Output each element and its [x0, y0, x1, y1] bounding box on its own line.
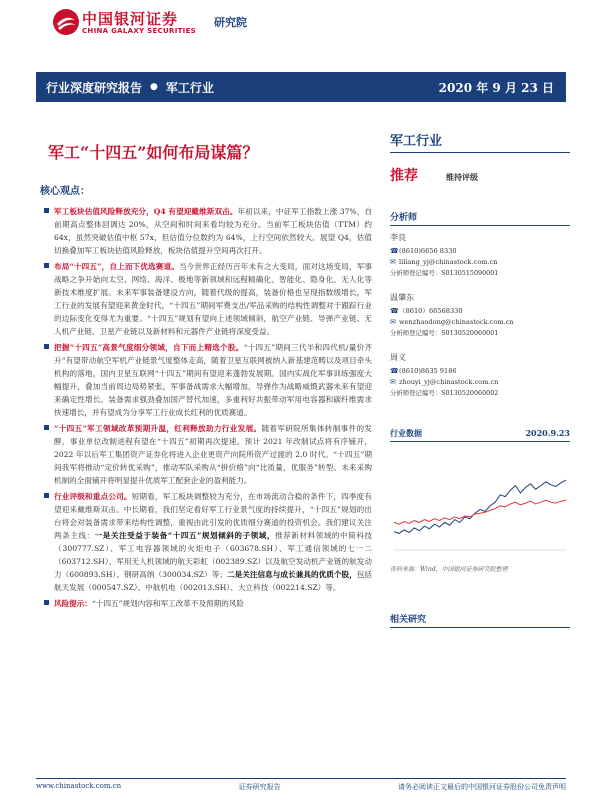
- key-point-paragraph: [44, 490, 372, 594]
- analyst-name: 周义: [390, 353, 406, 362]
- analyst-phone-line: [390, 246, 570, 257]
- rating-note: 维持评级: [446, 172, 478, 182]
- analyst-card: [390, 292, 570, 338]
- footer-center: 证券研究报告: [238, 783, 281, 791]
- chart-series-line-0: [394, 480, 566, 533]
- paragraph-text: 当今世界正经历百年未有之大变局，面对这场变局，军事战略之争开始向太空、网络、海洋、极地等新领域和远程精确化、智能化、隐身化、无人化等新技术维度扩展。未来军事装备建设方向，随着代级的提高，装备价格也呈现指数级增长，军工行业的发展有望迎来黄金时代，“十四五”期间军费支出/军品采购的结构性调整对于跟踪行业的边际变化变得尤为重要。“十四五”规划有望向上述领域倾斜，航空产业链、导弹产业链、无人机产业链、卫星产业链以及新材料和元器件产业链将深度受益。: [54, 262, 373, 336]
- paragraph-highlight: 军工板块估值风险释放充分，Q4 有望迎戴维斯双击。: [54, 207, 238, 216]
- analyst-phone-line: [390, 306, 570, 317]
- report-banner: [36, 72, 566, 102]
- paragraph-bold: 一是关注受益于装备“十四五”规划倾斜的子领域，: [94, 531, 276, 540]
- square-bullet-icon: [44, 344, 49, 349]
- market-data-date: 2020.9.23: [525, 428, 570, 438]
- analyst-card: [390, 232, 570, 278]
- email-icon: ✉: [390, 318, 396, 326]
- square-bullet-icon: [44, 493, 49, 498]
- rating-row: [390, 165, 570, 185]
- brand-name-en: CHINA GALAXY SECURITIES: [82, 27, 196, 35]
- rating-value: 推荐: [390, 168, 418, 184]
- analyst-registration: 分析师登记编号：S0130520060002: [390, 389, 499, 397]
- analyst-email[interactable]: liliang_yj@chinastock.com.cn: [399, 258, 498, 266]
- chart-series-line-1: [394, 500, 566, 524]
- paragraph-text: 随着军研院所集体转制事件的发酵，事业单位改制进程有望在“十四五”初期再次提速。预计 2021 年改制试点将有序铺开，2022 年以后军工集团资产证券化将进入企业更资产向院所资产过渡的 2.0 时代。“十四五”期间我军将推动“定价转优采购”，推动军队采购从“拼价格”向“比质量，优服务”转型。未来采购机制的全面铺开将明显提升优质军工配套企业的盈利能力。: [54, 424, 373, 485]
- square-bullet-icon: [44, 425, 49, 430]
- page-footer: [36, 782, 566, 792]
- paragraph-highlight: 风险提示：: [54, 599, 92, 608]
- brand-name-cn: 中国银河证券: [82, 10, 179, 28]
- phone-icon: ☎: [390, 247, 399, 255]
- footer-disclaimer: 请务必阅读正文最后的中国银河证券股份公司免责声明: [398, 783, 566, 791]
- banner-industry: 军工行业: [165, 80, 214, 95]
- square-bullet-icon: [44, 600, 49, 605]
- paragraph-bold: 二是关注信息与成长兼具的优质个股，: [226, 570, 357, 579]
- analysts-title: 分析师: [390, 213, 418, 223]
- paragraph-text: “十四五”规划内容和军工改革不及预期的风险: [91, 599, 245, 608]
- report-type: 行业深度研究报告: [46, 80, 143, 95]
- analyst-email-line: [390, 377, 570, 388]
- key-points-label: 核心观点：: [40, 186, 90, 197]
- paragraph-highlight: 布局“十四五”，自上而下优选赛道。: [54, 262, 179, 271]
- analyst-email-line: [390, 257, 570, 268]
- paragraph-text: 包括航天发展（000547.SZ）、中航机电（002013.SH）、大立科技（002214.SZ）等。: [54, 570, 372, 592]
- divider: [390, 225, 570, 226]
- key-point-paragraph: [44, 597, 372, 610]
- paragraph-text: 短期看，军工板块调整较为充分，在市场流动合稳的条件下，四季度有望迎来戴维斯双击。中长期看，我们坚定看好军工行业景气度的持续提升，“十四五”规划的出台将会对装备需求带来结构性调整，重视由此引发的优质细分赛道的投资机会。我们建议关注两条主线：: [54, 492, 373, 540]
- paragraph-highlight: “十四五”军工领域改革预期升温，红利释放助力行业发展。: [54, 424, 262, 433]
- industry-index-chart: [390, 452, 570, 556]
- analyst-email[interactable]: zhouyi_yj@chinastock.com.cn: [399, 378, 499, 386]
- report-header: [0, 0, 600, 48]
- analyst-phone: (8610)8635 9186: [399, 367, 457, 375]
- paragraph-highlight: 把握“十四五”高景气度细分领域，自下而上精选个股。: [54, 343, 244, 352]
- research-institute-label: 研究院: [214, 16, 247, 29]
- divider: [390, 441, 570, 442]
- analyst-phone-line: [390, 366, 570, 377]
- analyst-phone: (8610)6656 8330: [399, 247, 457, 255]
- analyst-section: [390, 210, 570, 412]
- market-data-section: [390, 428, 570, 573]
- key-point-paragraph: [44, 422, 372, 487]
- email-icon: ✉: [390, 258, 396, 266]
- analyst-name: 温肇东: [390, 293, 414, 302]
- analyst-email-line: [390, 317, 570, 328]
- footer-url[interactable]: www.chinastock.com.cn: [36, 782, 122, 790]
- divider: [390, 152, 570, 153]
- key-point-paragraph: [44, 341, 372, 419]
- galaxy-logo-icon: [52, 8, 80, 36]
- paragraph-highlight: 行业评级和重点公司。: [54, 492, 132, 501]
- analyst-registration: 分析师登记编号：S0130515090001: [390, 269, 499, 277]
- report-date: 2020 年 9 月 23 日: [438, 80, 554, 95]
- analyst-card: [390, 352, 570, 398]
- rating-panel: [390, 130, 570, 185]
- key-points-body: [44, 205, 372, 613]
- phone-icon: ☎: [390, 307, 399, 315]
- analyst-email[interactable]: wenzhaodong@chinastock.com.cn: [399, 318, 514, 326]
- paragraph-text: 推荐新材料领域的中简科技（300777.SZ）、军工电容器领域的火炬电子（603678.SH）、军工通信领域的七一二（603712.SH）、军用无人机领域的航天彩虹（002389.SZ）以及航空发动机产业链的航发动力（600893.SH）、钢研高纳（300034.SZ）等；: [54, 531, 373, 579]
- related-research-section: [390, 612, 570, 634]
- paragraph-text: “十四五”期间三代半和四代机/量价齐升“有望带动航空军机产业链景气度整体走高，随着卫星互联网被纳入新基建范畴以及项目牵头机构的落地，国内卫星互联网“十四五”期间有望迎来蓬勃发展期。国内实战化军事训练强度大幅提升，叠加当前周边局势紧张，军事备战需求大幅增加，导弹作为战略威慑武器未来有望迎来确定性增长。装备需求强劲叠加国产替代加速，多重利好共振带动军用电容器和碳纤维需求快速增长，并有望成为分享军工行业成长红利的优质赛道。: [54, 343, 373, 417]
- paragraph-text: 年初以来，中证军工指数上涨 37%，自前期高点整体回调达 20%，从空间和时间来看均较为充分。当前军工板块估值（TTM）约 64x，虽然突破估值中枢 57x，但估值分位数约为 64%，上行空间依然较大。展望 Q4，估值切换叠加军工板块估值风险释放，板块估值提升空间再次打开。: [54, 207, 372, 255]
- analyst-registration: 分析师登记编号：S0130520060001: [390, 329, 499, 337]
- market-data-header: [390, 428, 570, 439]
- email-icon: ✉: [390, 378, 396, 386]
- bullet-dot-icon: ●: [150, 82, 158, 92]
- key-point-paragraph: [44, 260, 372, 338]
- footer-divider: [36, 778, 566, 779]
- phone-icon: ☎: [390, 367, 399, 375]
- key-point-paragraph: [44, 205, 372, 257]
- square-bullet-icon: [44, 208, 49, 213]
- side-industry: 军工行业: [390, 134, 443, 149]
- analyst-phone: （8610）66568330: [399, 307, 463, 315]
- divider: [390, 627, 570, 628]
- analyst-name: 李良: [390, 233, 406, 242]
- market-data-title: 行业数据: [390, 428, 422, 438]
- related-research-title: 相关研究: [390, 615, 427, 625]
- data-source: 资料来源：Wind，中国银河证券研究院整理: [390, 566, 508, 573]
- square-bullet-icon: [44, 263, 49, 268]
- report-title: 军工“十四五”如何布局谋篇？: [48, 143, 259, 162]
